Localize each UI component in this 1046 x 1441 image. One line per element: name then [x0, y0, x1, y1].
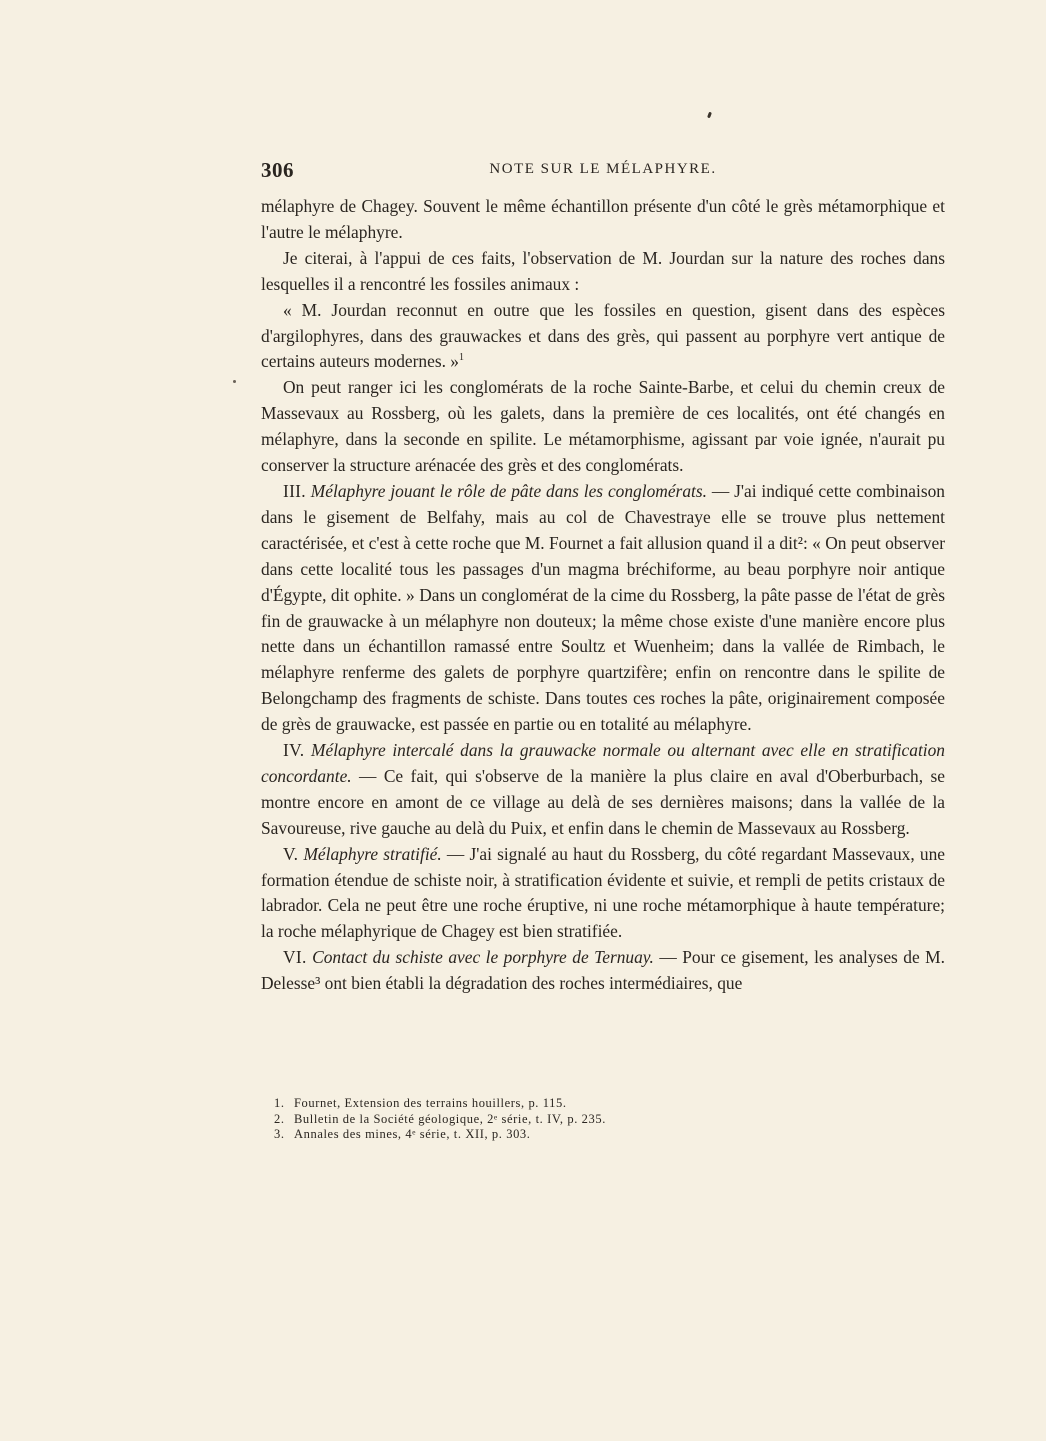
page-number: 306	[261, 158, 294, 182]
section-iv	[261, 738, 945, 842]
footnote-ref-1: 1	[459, 352, 464, 364]
footnote-text: Annales des mines, 4ᵉ série, t. XII, p. 303.	[294, 1127, 531, 1141]
section-text: — Pour ce gisement, les analyses de M. Delesse³ ont bien établi la dégradation des roches intermédiaires, que	[261, 947, 945, 994]
footnote-number: 3.	[274, 1127, 285, 1141]
section-iii	[261, 479, 945, 738]
footnote-text: Bulletin de la Société géologique, 2ᵉ série, t. IV, p. 235.	[294, 1111, 606, 1126]
ink-speck	[707, 112, 712, 119]
section-number: IV.	[283, 740, 305, 761]
section-title: Mélaphyre stratifié.	[303, 843, 442, 864]
footnote-2	[274, 1112, 774, 1128]
paragraph-text: mélaphyre de Chagey. Souvent le même échantillon présente d'un côté le grès métamorphique et l'autre le mélaphyre.	[261, 196, 945, 242]
paragraph-continuation	[261, 194, 945, 246]
body-text	[261, 194, 945, 997]
section-vi	[261, 945, 945, 997]
section-v	[261, 842, 945, 946]
footnote-number: 2.	[274, 1111, 285, 1126]
section-title: Contact du schiste avec le porphyre de Ternuay.	[312, 947, 654, 968]
section-text: — Ce fait, qui s'observe de la manière la plus claire en aval d'Oberburbach, se montre encore en amont de ce village au delà de ses dernières maisons; dans la vallée de la Savoureuse, rive gauche au delà du Puix, et enfin dans le chemin de Massevaux au Rossberg.	[261, 765, 945, 838]
section-title: Mélaphyre jouant le rôle de pâte dans les conglomérats.	[310, 480, 707, 501]
page-header	[261, 158, 945, 184]
margin-dot	[233, 380, 236, 383]
paragraph-text: Je citerai, à l'appui de ces faits, l'observation de M. Jourdan sur la nature des roches dans lesquelles il a rencontré les fossiles animaux :	[261, 247, 945, 294]
footnote-number: 1.	[274, 1096, 285, 1110]
paragraph-jourdan-quote	[261, 298, 945, 376]
footnote-1	[274, 1096, 774, 1112]
section-number: III.	[283, 480, 306, 501]
paragraph-text: On peut ranger ici les conglomérats de la roche Sainte-Barbe, et celui du chemin creux de Massevaux au Rossberg, où les galets, dans la première de ces localités, ont été changés en mélaphyre, dans la seconde en spilite. Le métamorphisme, agissant par voie ignée, n'aurait pu conserver la structure arénacée des grès et des conglomérats.	[261, 377, 945, 476]
section-number: V.	[283, 843, 299, 864]
paragraph-text: « M. Jourdan reconnut en outre que les fossiles en question, gisent dans des espèces d'argilophyres, dans des grauwackes et dans des grès, qui passent au porphyre vert antique de certains auteurs modernes. »	[261, 299, 945, 372]
footnote-3	[274, 1127, 774, 1143]
section-text: — J'ai indiqué cette combinaison dans le gisement de Belfahy, mais au col de Chavestraye elle se trouve plus nettement caractérisée, et c'est à cette roche que M. Fournet a fait allusion quand il a dit²: « On peut observer dans cette localité tous les passages d'un magma bréchiforme, au beau porphyre noir antique d'Égypte, dit ophite. » Dans un conglomérat de la cime du Rossberg, la pâte passe de l'état de grès fin de grauwacke à un mélaphyre non douteux; la même chose existe d'une manière encore plus nette dans un échantillon ramassé entre Soultz et Wuenheim; dans la vallée de Rimbach, le mélaphyre renferme des galets de porphyre quartzifère; enfin on rencontre dans le spilite de Belongchamp des fragments de schiste. Dans toutes ces roches la pâte, originairement composée de grès de grauwacke, est passée en partie ou en totalité au mélaphyre.	[261, 480, 945, 735]
section-title: Mélaphyre intercalé dans la grauwacke normale ou alternant avec elle en stratification concordante.	[261, 740, 945, 786]
section-text: — J'ai signalé au haut du Rossberg, du côté regardant Massevaux, une formation étendue de schiste noir, à stratification évidente et suivie, et rempli de petits cristaux de labrador. Cela ne peut être une roche éruptive, ni une roche métamorphique à haute température; la roche mélaphyrique de Chagey est bien stratifiée.	[261, 843, 945, 942]
footnote-text: Fournet, Extension des terrains houillers, p. 115.	[294, 1096, 567, 1110]
running-title: NOTE SUR LE MÉLAPHYRE.	[489, 161, 717, 177]
paragraph-conglomerates	[261, 375, 945, 479]
section-number: VI.	[283, 947, 307, 968]
footnotes	[274, 1096, 774, 1143]
paragraph-jourdan-intro	[261, 246, 945, 298]
